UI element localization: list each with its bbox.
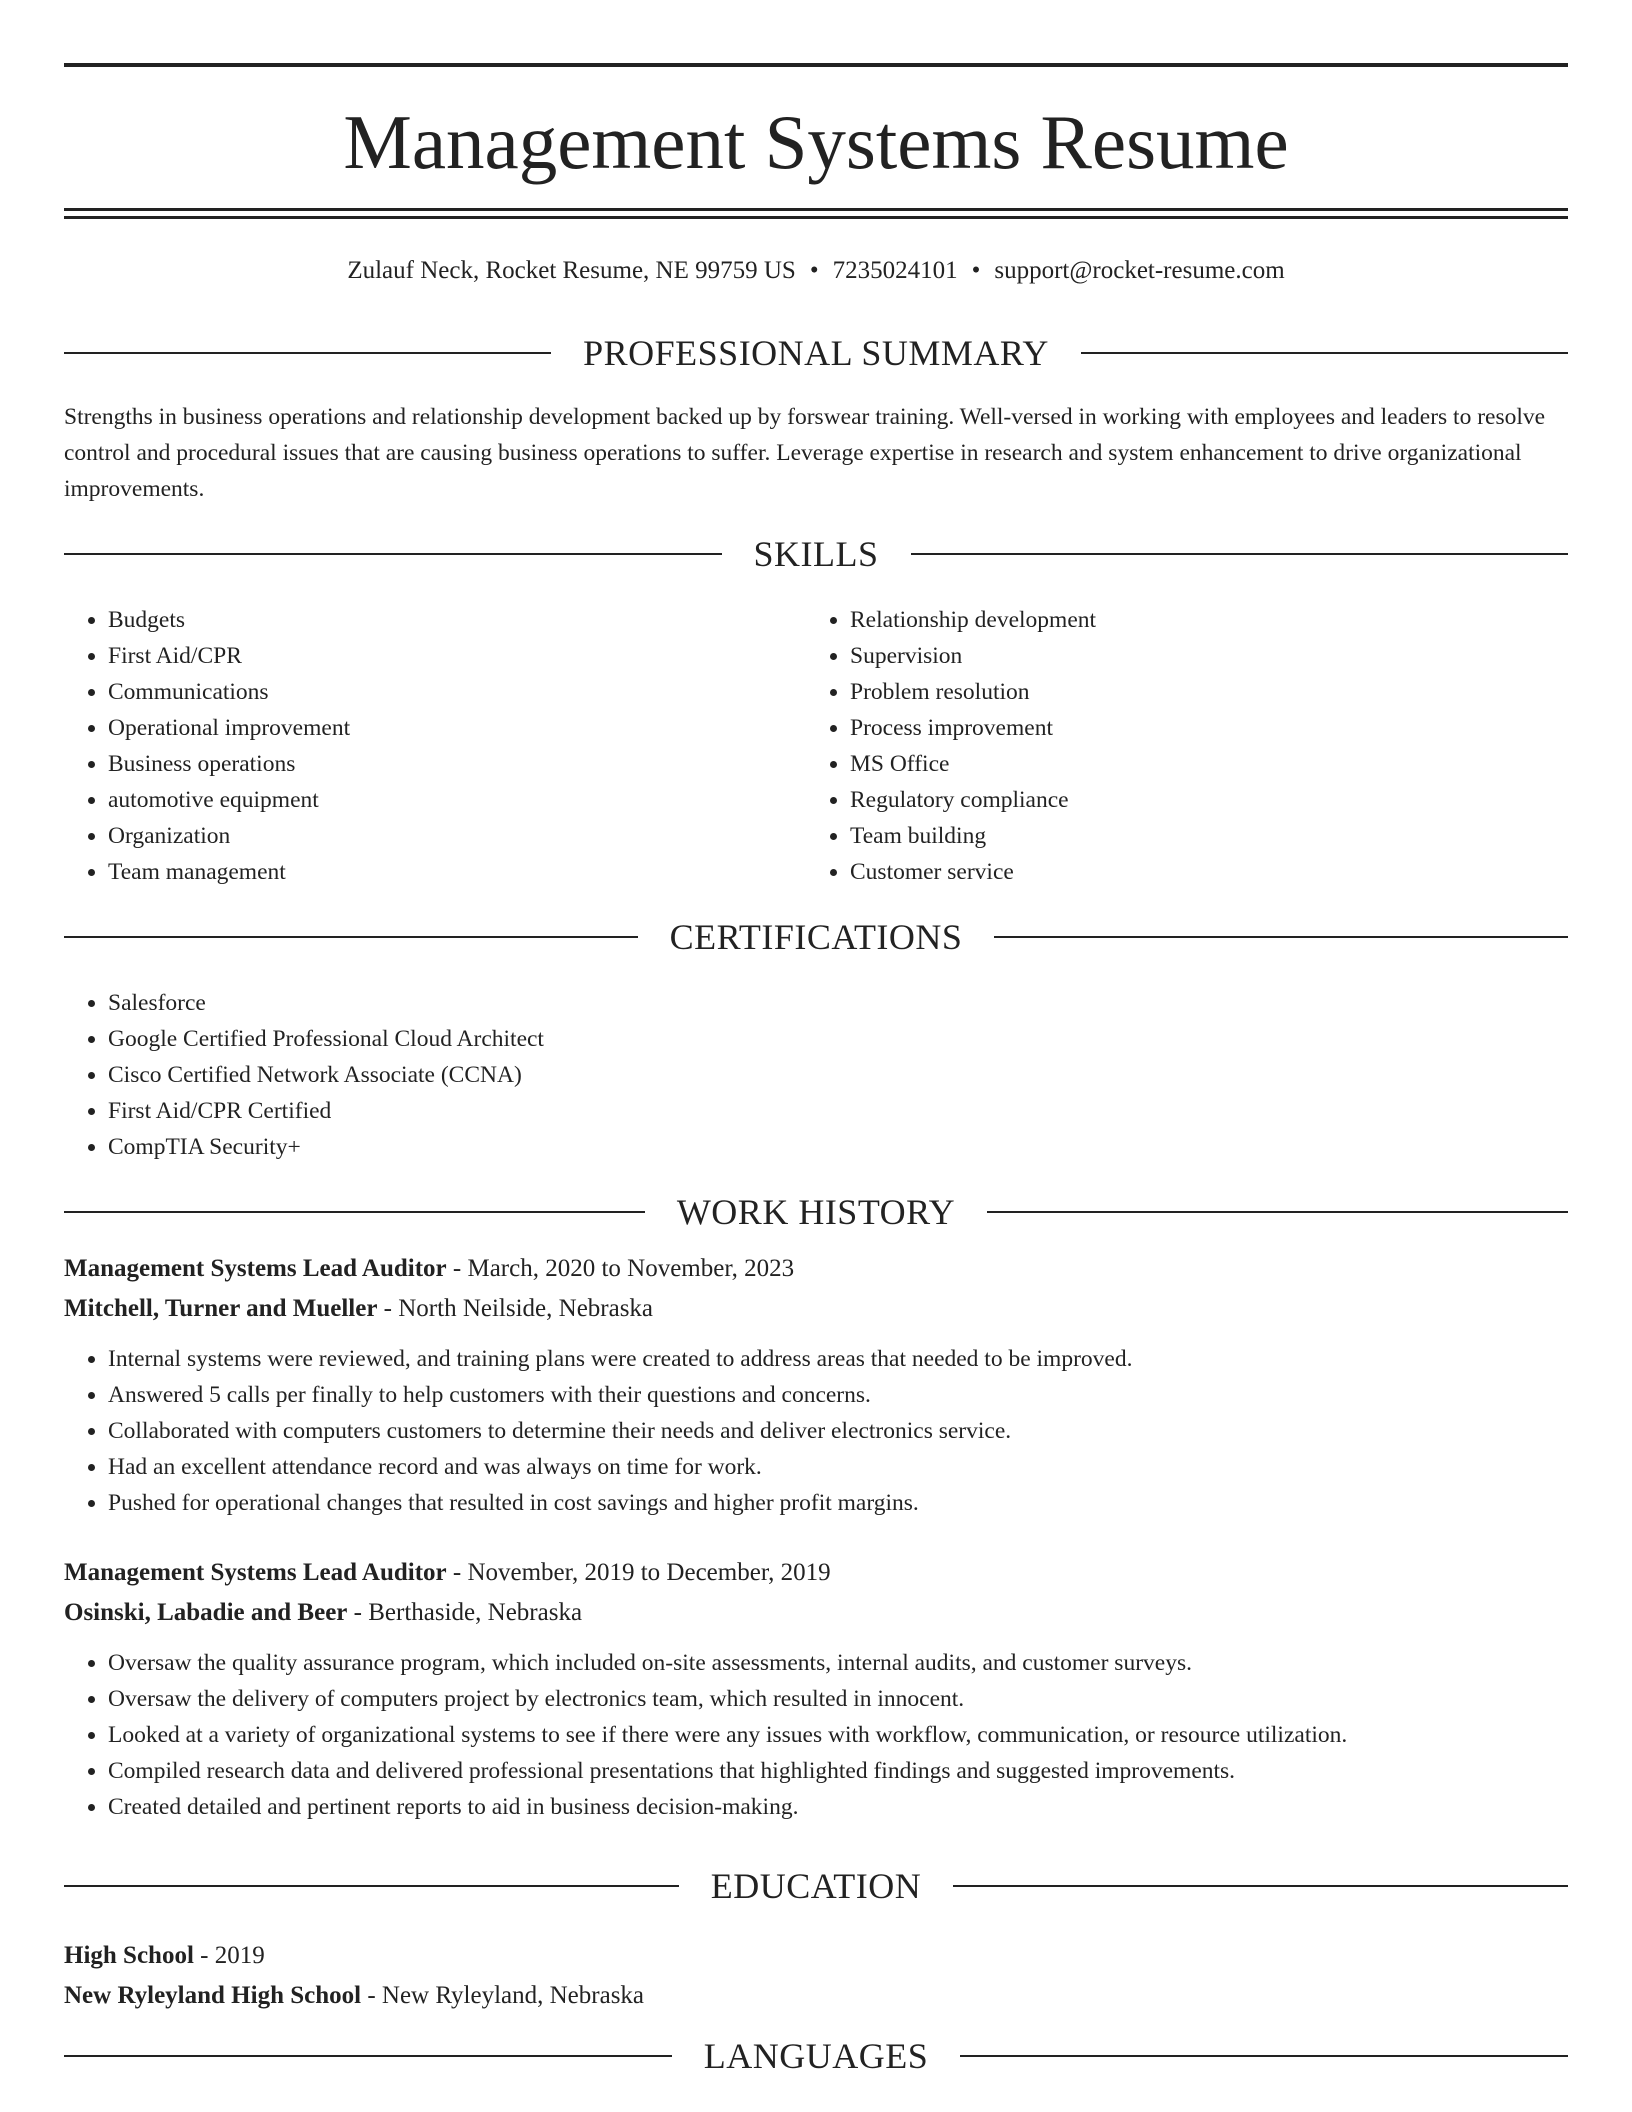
- section-title: SKILLS: [753, 534, 879, 574]
- skill-item: • Budgets: [108, 602, 806, 638]
- section-rule: [911, 553, 1569, 555]
- certification-item: • Cisco Certified Network Associate (CCNA): [108, 1057, 1568, 1093]
- skill-item: • Organization: [108, 818, 806, 854]
- job-bullet: • Created detailed and pertinent reports to aid in business decision-making.: [108, 1789, 1568, 1825]
- job-company: Mitchell, Turner and Mueller: [64, 1295, 378, 1322]
- skill-item: • MS Office: [850, 746, 1548, 782]
- job-bullet: • Oversaw the quality assurance program, which included on-site assessments, internal audits, and customer surveys.: [108, 1645, 1568, 1681]
- skill-item: • Team building: [850, 818, 1548, 854]
- section-title: LANGUAGES: [703, 2036, 929, 2076]
- skill-item: • Communications: [108, 674, 806, 710]
- section-rule: [64, 352, 551, 354]
- section-rule: [64, 936, 638, 938]
- job-bullet: • Pushed for operational changes that resulted in cost savings and higher profit margins.: [108, 1485, 1568, 1521]
- section-title: EDUCATION: [710, 1866, 922, 1906]
- section-rule: [64, 1211, 645, 1213]
- summary-text: Strengths in business operations and relationship development backed up by forswear training. Well-versed in working with employees and leaders to resolve control and procedural issues that are causing business operations to suffer. Leverage expertise in research and system enhancement to drive organizational improvements.: [64, 404, 1546, 502]
- skill-item: • Business operations: [108, 746, 806, 782]
- education-school: New Ryleyland High School: [64, 1982, 362, 2009]
- job-location: - Berthaside, Nebraska: [347, 1599, 583, 1626]
- job-title-line: [64, 1553, 1568, 1593]
- certification-item: • Salesforce: [108, 985, 1568, 1021]
- title-double-rule: [64, 208, 1568, 219]
- job-title: Management Systems Lead Auditor: [64, 1559, 447, 1586]
- contact-address: Zulauf Neck, Rocket Resume, NE 99759 US: [347, 257, 796, 284]
- contact-separator: •: [809, 257, 819, 284]
- education-degree-line: [64, 1936, 1568, 1976]
- job-title-line: [64, 1249, 1568, 1289]
- section-rule: [64, 2055, 672, 2057]
- education-location: - New Ryleyland, Nebraska: [361, 1982, 645, 2009]
- job-company-line: [64, 1593, 1568, 1633]
- contact-email: support@rocket-resume.com: [994, 257, 1285, 284]
- skill-item: • Operational improvement: [108, 710, 806, 746]
- certifications-list: [64, 985, 1568, 1165]
- skill-item: • Customer service: [850, 854, 1548, 890]
- section-rule: [953, 1885, 1568, 1887]
- skill-item: • Regulatory compliance: [850, 782, 1548, 818]
- education-school-line: [64, 1976, 1568, 2016]
- job-entry: [64, 1553, 1568, 1825]
- section-header-certifications: [64, 917, 1568, 957]
- education-degree: High School: [64, 1942, 194, 1969]
- job-bullet: • Answered 5 calls per finally to help customers with their questions and concerns.: [108, 1377, 1568, 1413]
- section-rule: [987, 1211, 1568, 1213]
- section-rule: [64, 1885, 679, 1887]
- skill-item: • Problem resolution: [850, 674, 1548, 710]
- section-header-summary: [64, 333, 1568, 373]
- contact-line: [64, 254, 1568, 288]
- education-year: - 2019: [193, 1942, 265, 1969]
- skill-item: • Relationship development: [850, 602, 1548, 638]
- education-entry: [64, 1936, 1568, 2016]
- job-entry: [64, 1249, 1568, 1521]
- job-location: - North Neilside, Nebraska: [377, 1295, 654, 1322]
- section-title: PROFESSIONAL SUMMARY: [583, 333, 1049, 373]
- skill-item: • Process improvement: [850, 710, 1548, 746]
- section-header-work-history: [64, 1192, 1568, 1232]
- job-bullet: • Looked at a variety of organizational systems to see if there were any issues with workflow, communication, or resource utilization.: [108, 1717, 1568, 1753]
- skill-item: • Supervision: [850, 638, 1548, 674]
- skills-column-right: [806, 602, 1548, 890]
- resume-title: Management Systems Resume: [343, 99, 1289, 185]
- section-rule: [1081, 352, 1568, 354]
- section-header-languages: [64, 2036, 1568, 2076]
- certification-item: • First Aid/CPR Certified: [108, 1093, 1568, 1129]
- top-rule: [64, 63, 1568, 67]
- section-title: WORK HISTORY: [676, 1192, 956, 1232]
- section-header-education: [64, 1866, 1568, 1906]
- section-rule: [994, 936, 1568, 938]
- job-bullet: • Compiled research data and delivered professional presentations that highlighted findings and suggested improvements.: [108, 1753, 1568, 1789]
- certification-item: • CompTIA Security+: [108, 1129, 1568, 1165]
- job-company-line: [64, 1289, 1568, 1329]
- certification-item: • Google Certified Professional Cloud Architect: [108, 1021, 1568, 1057]
- contact-phone: 7235024101: [832, 257, 958, 284]
- section-rule: [960, 2055, 1568, 2057]
- skill-item: • Team management: [108, 854, 806, 890]
- section-title: CERTIFICATIONS: [669, 917, 963, 957]
- job-bullet: • Oversaw the delivery of computers project by electronics team, which resulted in innocent.: [108, 1681, 1568, 1717]
- section-header-skills: [64, 534, 1568, 574]
- job-bullet: • Collaborated with computers customers to determine their needs and deliver electronics service.: [108, 1413, 1568, 1449]
- job-company: Osinski, Labadie and Beer: [64, 1599, 348, 1626]
- job-bullet: • Had an excellent attendance record and was always on time for work.: [108, 1449, 1568, 1485]
- section-rule: [64, 553, 722, 555]
- job-title: Management Systems Lead Auditor: [64, 1255, 447, 1282]
- contact-separator: •: [971, 257, 981, 284]
- skills-list: [64, 602, 1568, 890]
- skills-column-left: [64, 602, 806, 890]
- skill-item: • automotive equipment: [108, 782, 806, 818]
- job-dates: - November, 2019 to December, 2019: [446, 1559, 831, 1586]
- job-dates: - March, 2020 to November, 2023: [446, 1255, 795, 1282]
- job-bullet: • Internal systems were reviewed, and training plans were created to address areas that needed to be improved.: [108, 1341, 1568, 1377]
- skill-item: • First Aid/CPR: [108, 638, 806, 674]
